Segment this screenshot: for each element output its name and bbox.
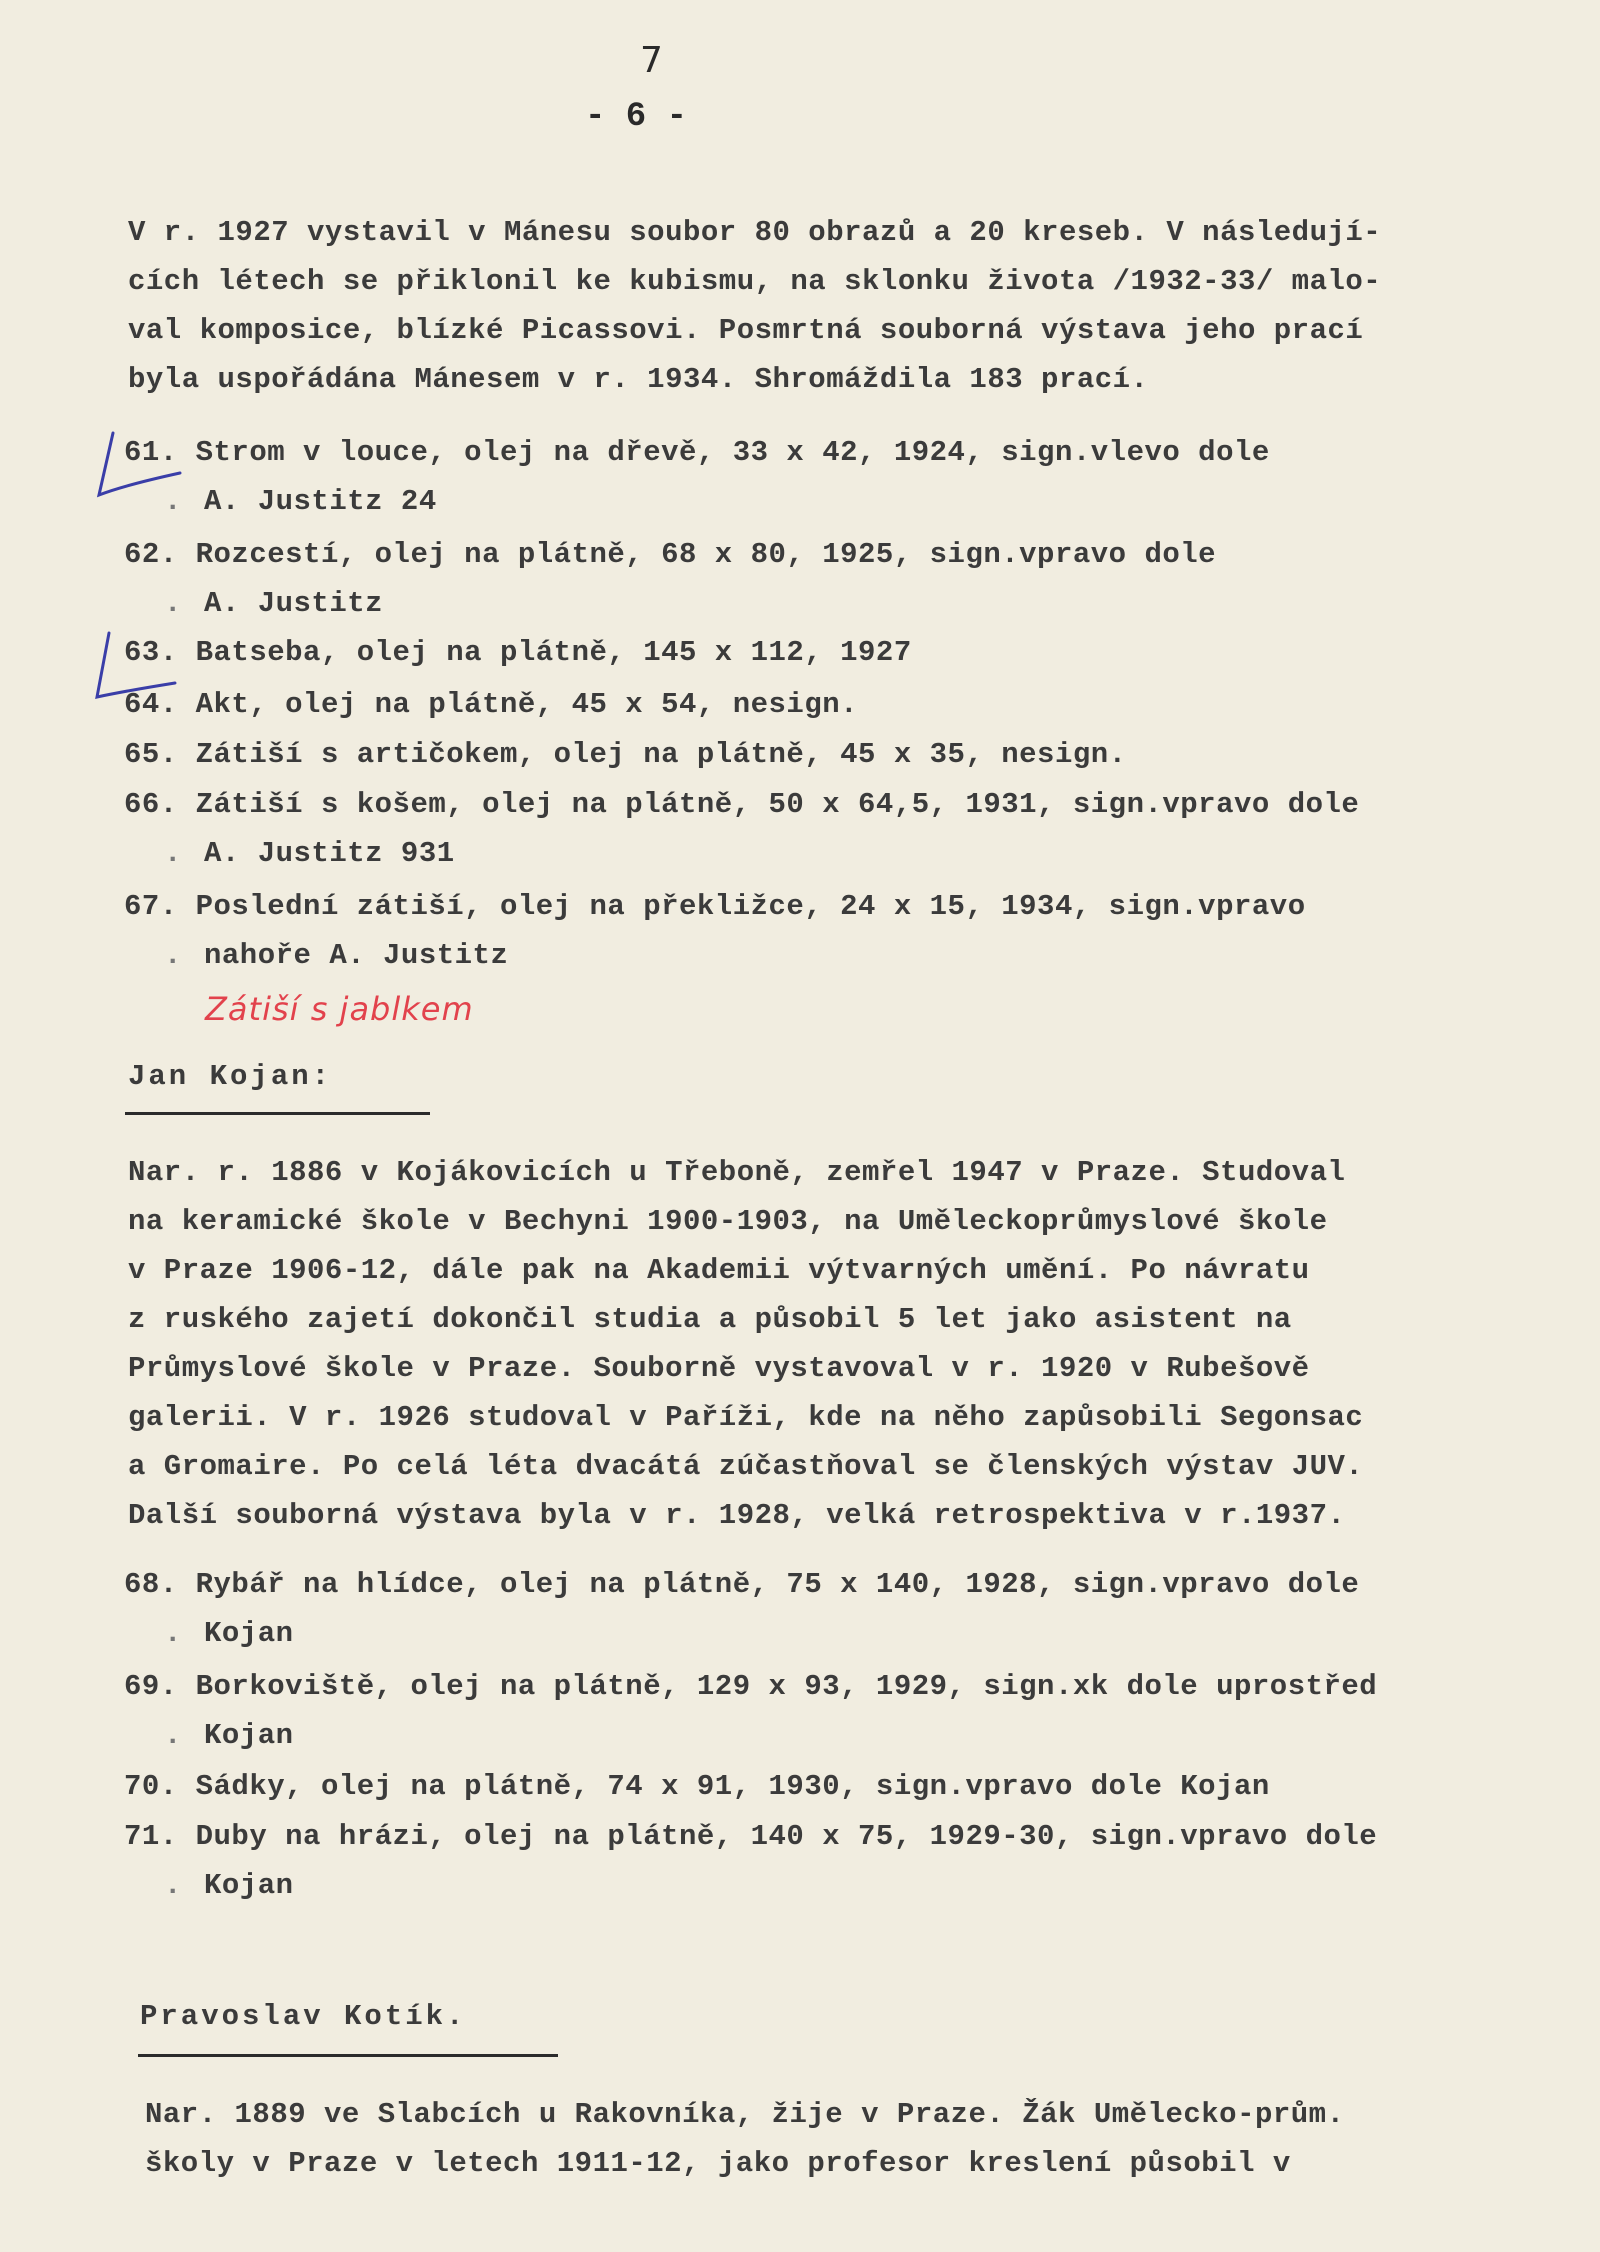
page-number-typed: - 6 - bbox=[585, 98, 688, 136]
text-line: V r. 1927 vystavil v Mánesu soubor 80 obrazů a 20 kreseb. V následují- bbox=[128, 216, 1382, 249]
kotik-biography bbox=[145, 2090, 1345, 2188]
text-line: v Praze 1906-12, dále pak na Akademii výtvarných umění. Po návratu bbox=[128, 1254, 1310, 1287]
catalog-entry-64 bbox=[124, 680, 858, 729]
catalog-entry-68 bbox=[124, 1560, 1359, 1658]
entry-text: Strom v louce, olej na dřevě, 33 x 42, 1924, sign.vlevo dole bbox=[195, 436, 1270, 469]
text-line: Nar. r. 1886 v Kojákovicích u Třeboně, zemřel 1947 v Praze. Studoval bbox=[128, 1156, 1346, 1189]
intro-paragraph bbox=[128, 208, 1381, 404]
text-line: Nar. 1889 ve Slabcích u Rakovníka, žije v Praze. Žák Umělecko-prům. bbox=[145, 2098, 1345, 2131]
blue-pencil-mark-icon bbox=[85, 425, 195, 515]
catalog-entry-71 bbox=[124, 1812, 1377, 1910]
catalog-entry-69 bbox=[124, 1662, 1377, 1760]
text-line: Průmyslové škole v Praze. Souborně vystavoval v r. 1920 v Rubešově bbox=[128, 1352, 1310, 1385]
entry-number: 70. bbox=[124, 1770, 178, 1803]
entry-number: 62. bbox=[124, 538, 178, 571]
kojan-biography bbox=[128, 1148, 1363, 1540]
text-line: galerii. V r. 1926 studoval v Paříži, kde na něho zapůsobili Segonsac bbox=[128, 1401, 1364, 1434]
heading-underline bbox=[125, 1112, 430, 1115]
text-line: z ruského zajetí dokončil studia a působil 5 let jako asistent na bbox=[128, 1303, 1292, 1336]
entry-text: Batseba, olej na plátně, 145 x 112, 1927 bbox=[195, 636, 912, 669]
entry-continuation: . Kojan bbox=[124, 1861, 1377, 1910]
entry-text: Duby na hrázi, olej na plátně, 140 x 75, 1929-30, sign.vpravo dole bbox=[195, 1820, 1378, 1853]
text-line: cích létech se přiklonil ke kubismu, na sklonku života /1932-33/ malo- bbox=[128, 265, 1382, 298]
entry-number: 61. bbox=[124, 436, 178, 469]
entry-number: 63. bbox=[124, 636, 178, 669]
entry-text: Rybář na hlídce, olej na plátně, 75 x 140, 1928, sign.vpravo dole bbox=[195, 1568, 1360, 1601]
handwritten-annotation: Zátiší s jablkem bbox=[205, 990, 474, 1028]
catalog-entry-62 bbox=[124, 530, 1216, 628]
entry-continuation: . A. Justitz 931 bbox=[124, 829, 1359, 878]
text-line: a Gromaire. Po celá léta dvacátá zúčastňoval se členských výstav JUV. bbox=[128, 1450, 1364, 1483]
heading-underline bbox=[138, 2054, 558, 2057]
artist-heading-kojan: Jan Kojan: bbox=[128, 1060, 333, 1093]
catalog-entry-63 bbox=[124, 628, 912, 677]
entry-text: Zátiší s košem, olej na plátně, 50 x 64,5, 1931, sign.vpravo dole bbox=[195, 788, 1360, 821]
entry-continuation: . A. Justitz bbox=[124, 579, 1216, 628]
catalog-entry-67 bbox=[124, 882, 1306, 980]
entry-text: Poslední zátiší, olej na překližce, 24 x 15, 1934, sign.vpravo bbox=[195, 890, 1306, 923]
entry-text: Sádky, olej na plátně, 74 x 91, 1930, sign.vpravo dole Kojan bbox=[195, 1770, 1270, 1803]
text-line: na keramické škole v Bechyni 1900-1903, na Uměleckoprůmyslové škole bbox=[128, 1205, 1328, 1238]
entry-number: 64. bbox=[124, 688, 178, 721]
catalog-entry-65 bbox=[124, 730, 1127, 779]
entry-text: Zátiší s artičokem, olej na plátně, 45 x 35, nesign. bbox=[195, 738, 1127, 771]
catalog-entry-66 bbox=[124, 780, 1359, 878]
text-line: Další souborná výstava byla v r. 1928, velká retrospektiva v r.1937. bbox=[128, 1499, 1346, 1532]
catalog-entry-61 bbox=[124, 428, 1270, 526]
page-number-handwritten: 7 bbox=[640, 40, 663, 81]
entry-continuation: . A. Justitz 24 bbox=[124, 477, 1270, 526]
entry-text: Rozcestí, olej na plátně, 68 x 80, 1925, sign.vpravo dole bbox=[195, 538, 1217, 571]
entry-number: 71. bbox=[124, 1820, 178, 1853]
catalog-entry-70 bbox=[124, 1762, 1270, 1811]
text-line: školy v Praze v letech 1911-12, jako profesor kreslení působil v bbox=[145, 2147, 1291, 2180]
entry-text: Borkoviště, olej na plátně, 129 x 93, 1929, sign.xk dole uprostřed bbox=[195, 1670, 1378, 1703]
entry-number: 65. bbox=[124, 738, 178, 771]
entry-continuation: . Kojan bbox=[124, 1609, 1359, 1658]
entry-number: 68. bbox=[124, 1568, 178, 1601]
entry-number: 66. bbox=[124, 788, 178, 821]
text-line: val komposice, blízké Picassovi. Posmrtná souborná výstava jeho prací bbox=[128, 314, 1364, 347]
entry-number: 69. bbox=[124, 1670, 178, 1703]
entry-text: Akt, olej na plátně, 45 x 54, nesign. bbox=[195, 688, 859, 721]
blue-pencil-mark-icon bbox=[85, 625, 195, 715]
entry-continuation: . nahoře A. Justitz bbox=[124, 931, 1306, 980]
entry-continuation: . Kojan bbox=[124, 1711, 1377, 1760]
artist-heading-kotik: Pravoslav Kotík. bbox=[140, 2000, 467, 2033]
entry-number: 67. bbox=[124, 890, 178, 923]
text-line: byla uspořádána Mánesem v r. 1934. Shromáždila 183 prací. bbox=[128, 363, 1149, 396]
